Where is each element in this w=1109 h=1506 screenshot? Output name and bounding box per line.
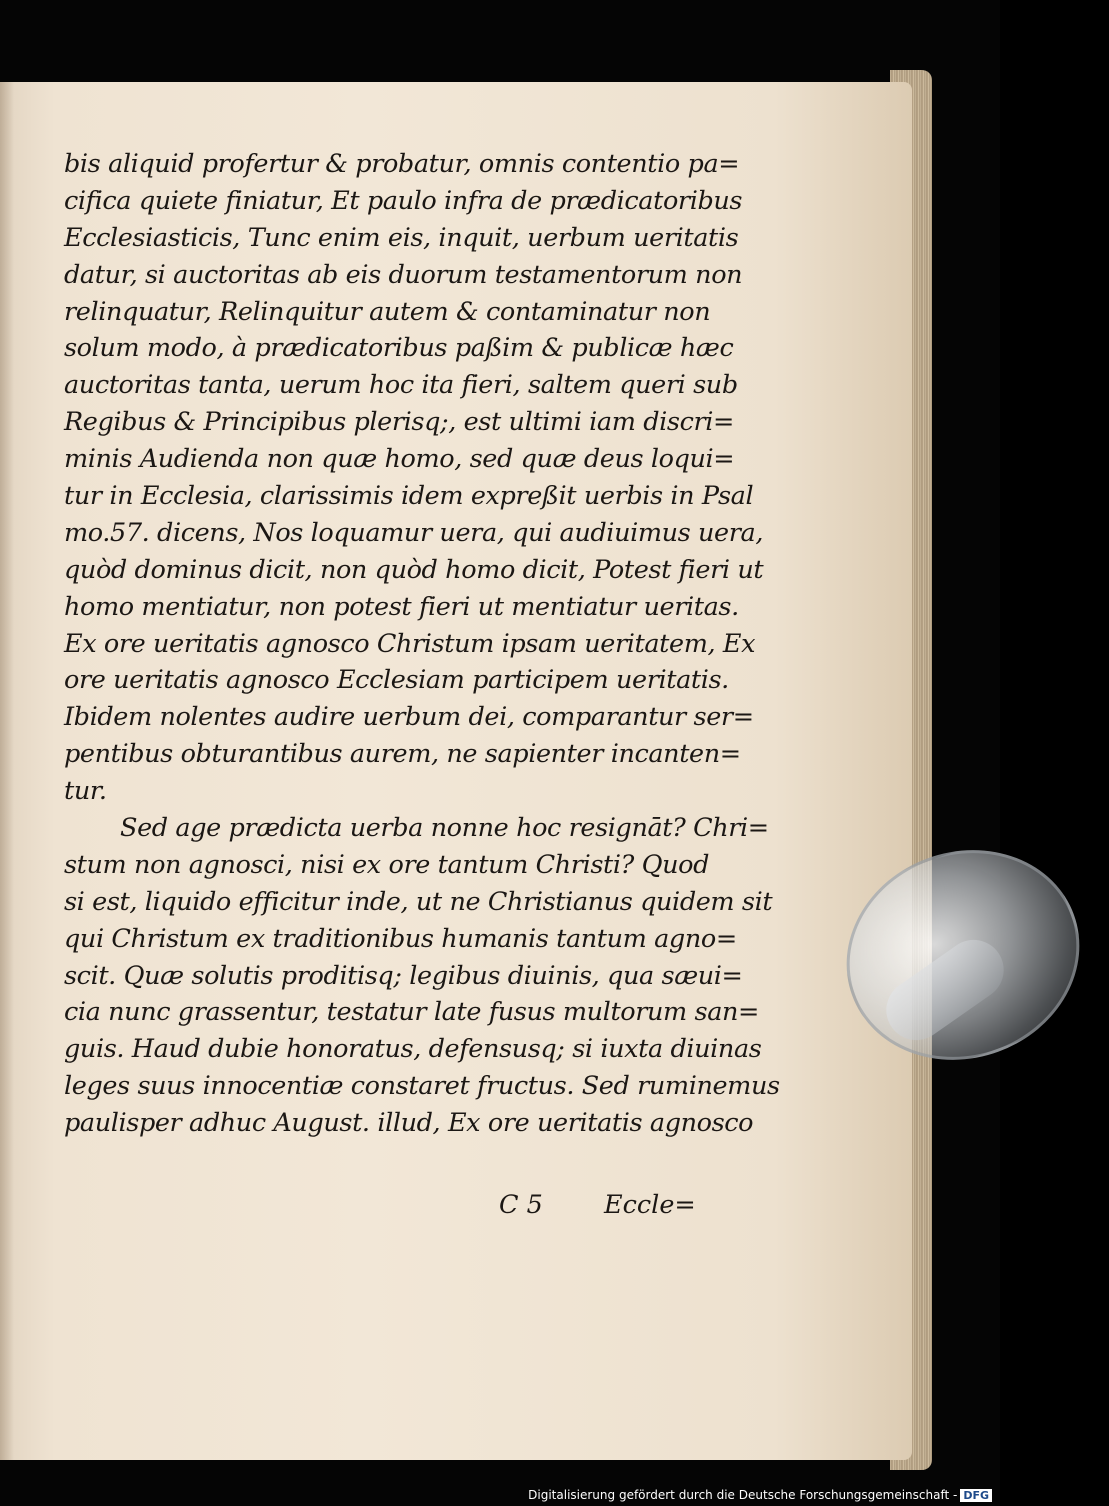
text-line: si est, liquido efficitur inde, ut ne Christianus quidem sit [64,886,773,917]
text-line: Sed age prædicta uerba nonne hoc resignāt? Chri= [120,813,769,844]
signature-mark: C 5 [499,1190,543,1220]
text-line: cifica quiete finiatur, Et paulo infra de prædicatoribus [64,185,743,216]
text-line: mo.57. dicens, Nos loquamur uera, qui audiuimus uera, [64,517,764,548]
text-line: pentibus obturantibus aurem, ne sapienter incanten= [64,739,741,770]
text-line: auctoritas tanta, uerum hoc ita fieri, saltem queri sub [64,370,738,401]
text-line: paulisper adhuc August. illud, Ex ore ueritatis agnosco [64,1108,754,1139]
text-line: Ibidem nolentes audire uerbum dei, comparantur ser= [64,702,754,733]
text-line: Ex ore ueritatis agnosco Christum ipsam ueritatem, Ex [64,628,756,659]
text-line: Regibus & Principibus plerisq;, est ultimi iam discri= [64,407,734,438]
text-line: leges suus innocentiæ constaret fructus. Sed ruminemus [64,1071,780,1102]
text-line: minis Audienda non quæ homo, sed quæ deus loqui= [64,444,735,475]
credit-text: Digitalisierung gefördert durch die Deutsche Forschungsgemeinschaft - [528,1488,958,1502]
text-line: relinquatur, Relinquitur autem & contaminatur non [64,296,711,327]
page-text [64,146,780,1142]
text-line: guis. Haud dubie honoratus, defensusq; si iuxta diuinas [64,1034,762,1065]
text-line: qui Christum ex traditionibus humanis tantum agno= [64,923,737,954]
text-line: cia nunc grassentur, testatur late fusus multorum san= [64,997,760,1028]
text-line: quòd dominus dicit, non quòd homo dicit, Potest fieri ut [64,554,764,585]
dfg-logo: DFG [960,1489,992,1502]
page-footer [64,1190,694,1230]
text-line: solum modo, à prædicatoribus paßim & publicæ hæc [64,333,734,364]
text-line: scit. Quæ solutis proditisq; legibus diuinis, qua sæui= [64,960,743,991]
text-line: homo mentiatur, non potest fieri ut mentiatur ueritas. [64,591,739,622]
text-line: tur in Ecclesia, clarissimis idem expreßit uerbis in Psal [64,481,754,512]
text-line: Ecclesiasticis, Tunc enim eis, inquit, uerbum ueritatis [64,222,739,253]
text-line: datur, si auctoritas ab eis duorum testamentorum non [64,259,743,290]
spine-shadow [0,82,14,1460]
text-line: stum non agnosci, nisi ex ore tantum Christi? Quod [64,849,710,880]
catchword: Eccle= [604,1190,696,1220]
text-line: tur. [64,776,107,807]
text-line: ore ueritatis agnosco Ecclesiam participem ueritatis. [64,665,729,696]
digitization-credit [528,1488,992,1502]
text-line: bis aliquid profertur & probatur, omnis contentio pa= [64,149,740,179]
